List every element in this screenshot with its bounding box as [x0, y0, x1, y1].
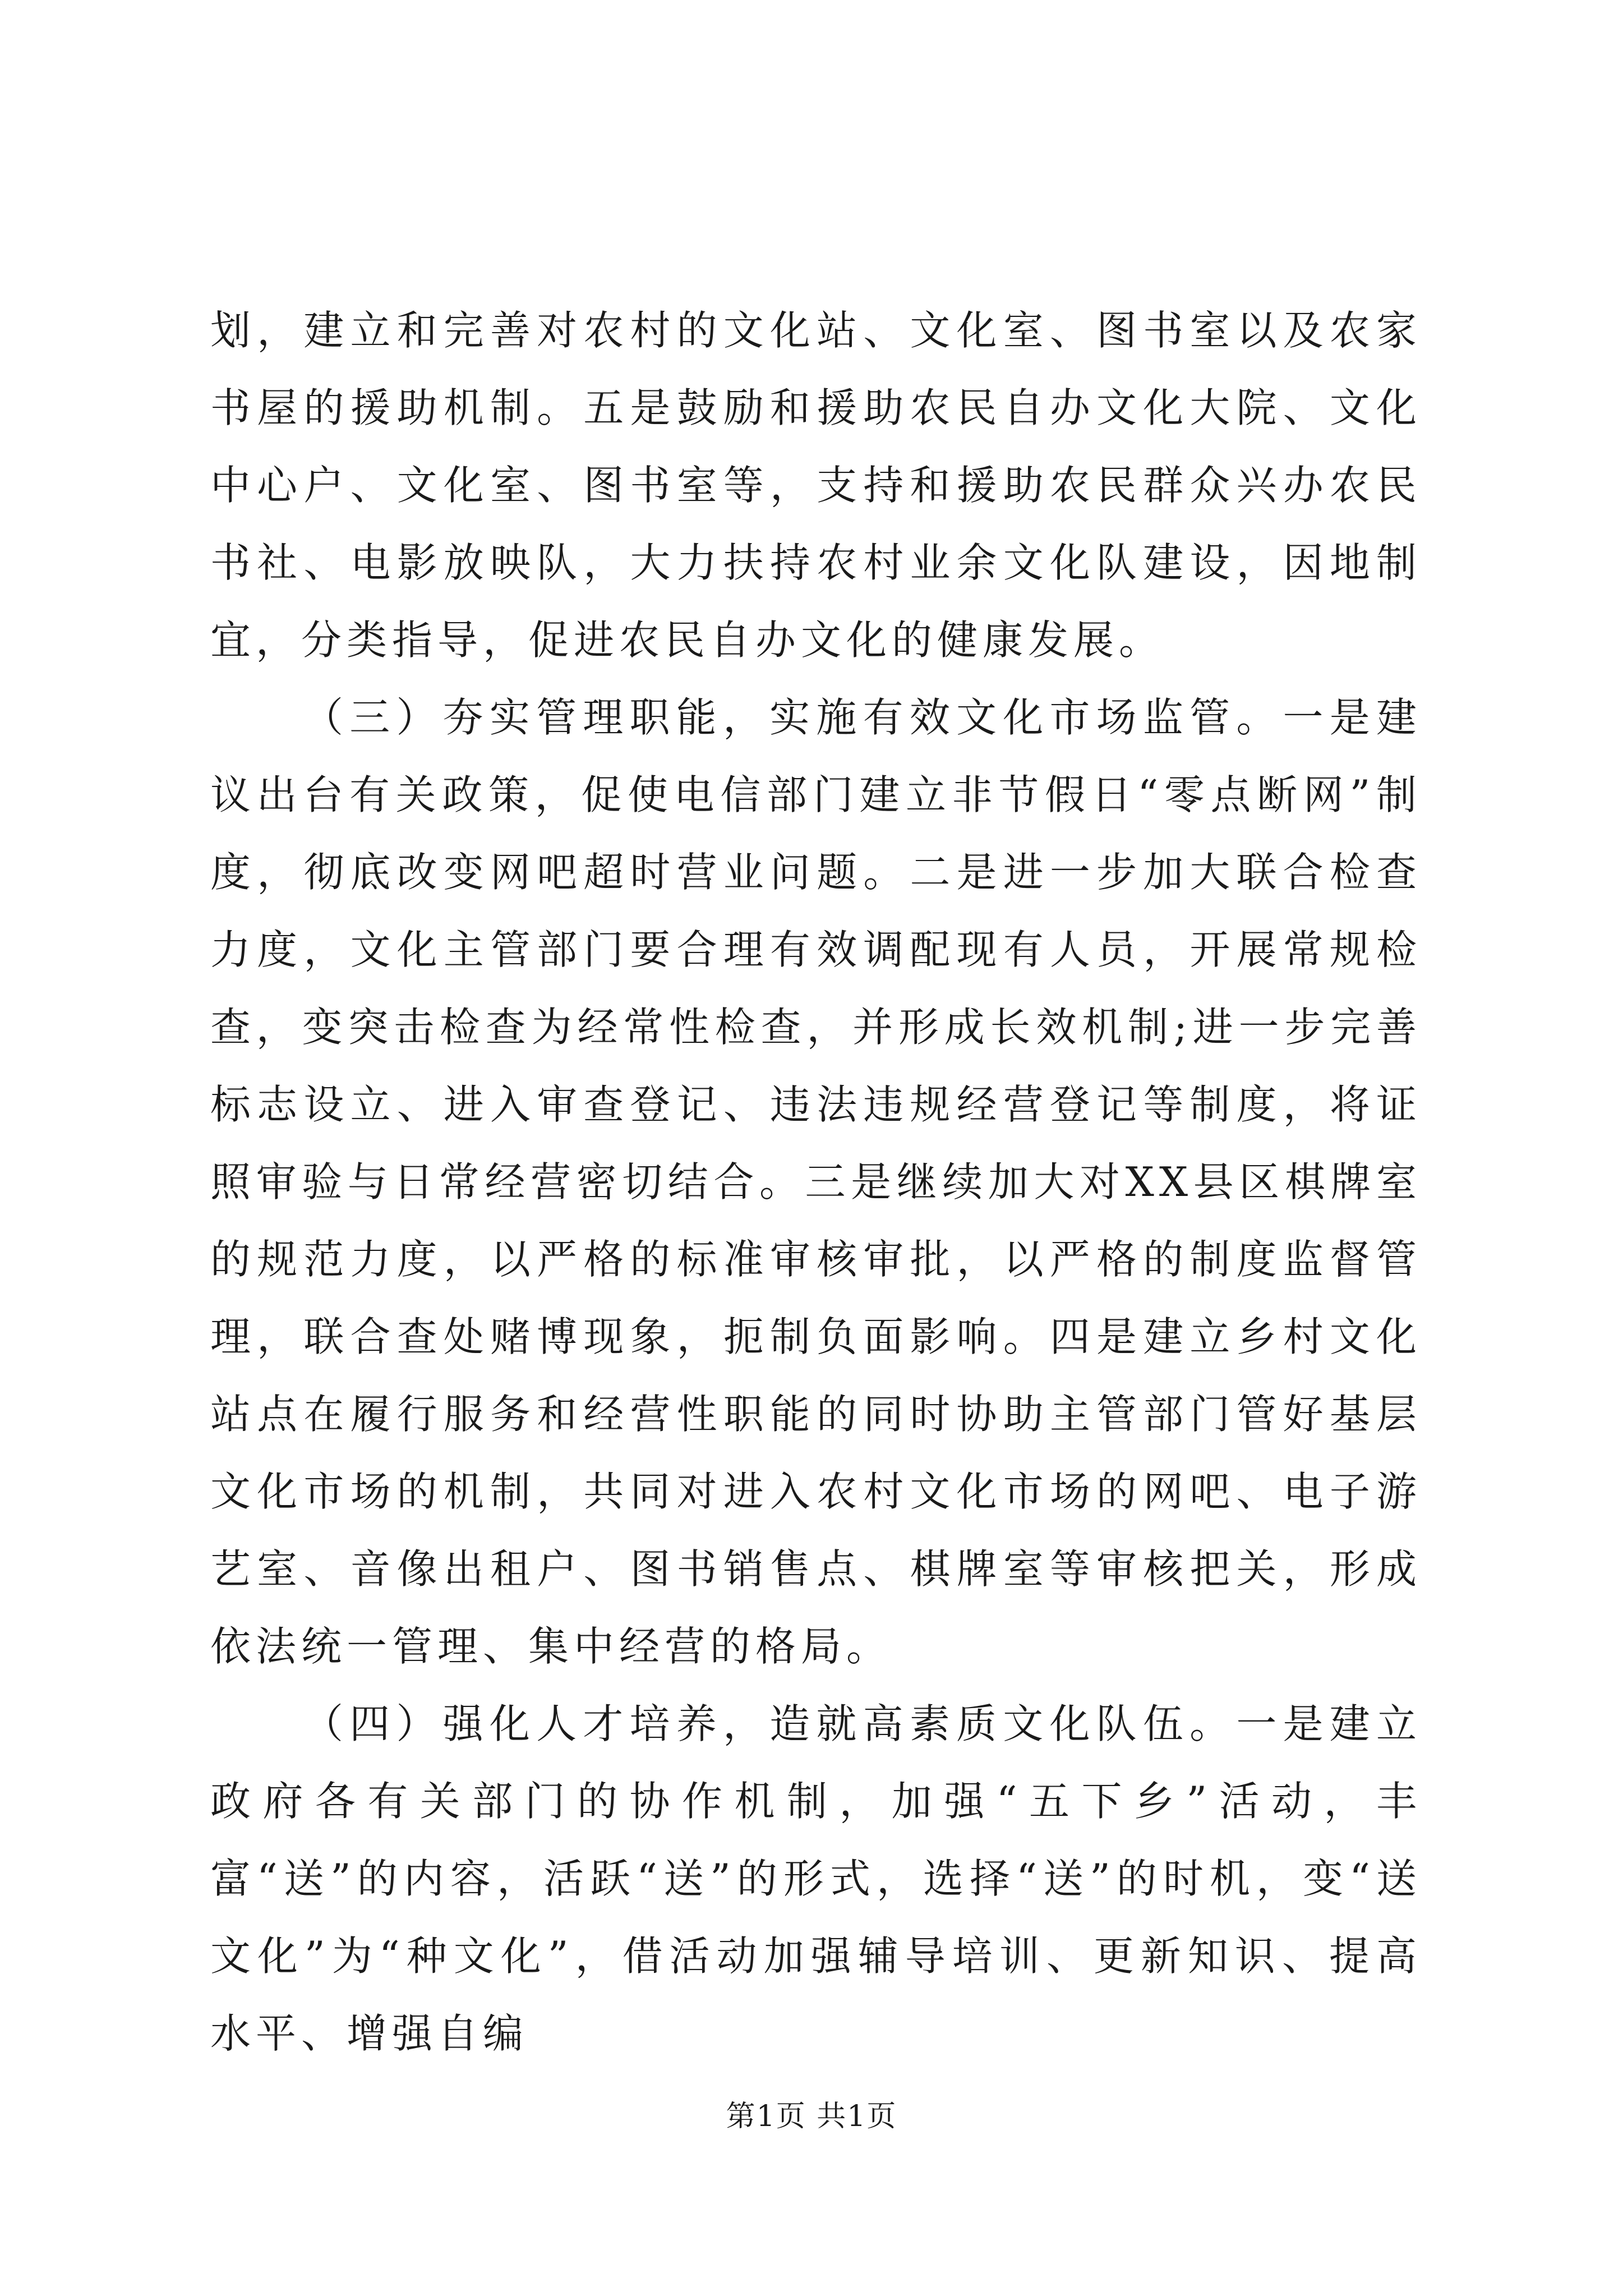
paragraph-section-four: （四）强化人才培养，造就高素质文化队伍。一是建立政府各有关部门的协作机制，加强“五下乡”活动，丰富“送”的内容，活跃“送”的形式，选择“送”的时机，变“送文化”为“种文化”，借活动加强辅导培训、更新知识、提高水平、增强自编	[210, 1700, 1422, 2057]
paragraph-continuation: 划，建立和完善对农村的文化站、文化室、图书室以及农家书屋的援助机制。五是鼓励和援助农民自办文化大院、文化中心户、文化室、图书室等，支持和援助农民群众兴办农民书社、电影放映队，大力扶持农村业余文化队建设，因地制宜，分类指导，促进农民自办文化的健康发展。	[210, 307, 1422, 664]
page-footer: 第1页 共1页	[726, 2100, 897, 2133]
document-body	[210, 292, 1422, 2072]
paragraph-section-three: （三）夯实管理职能，实施有效文化市场监管。一是建议出台有关政策，促使电信部门建立非节假日“零点断网”制度，彻底改变网吧超时营业问题。二是进一步加大联合检查力度，文化主管部门要合理有效调配现有人员，开展常规检查，变突击检查为经常性检查，并形成长效机制;进一步完善标志设立、进入审查登记、违法违规经营登记等制度，将证照审验与日常经营密切结合。三是继续加大对XX县区棋牌室的规范力度，以严格的标准审核审批，以严格的制度监督管理，联合查处赌博现象，扼制负面影响。四是建立乡村文化站点在履行服务和经营性职能的同时协助主管部门管好基层文化市场的机制，共同对进入农村文化市场的网吧、电子游艺室、音像出租户、图书销售点、棋牌室等审核把关，形成依法统一管理、集中经营的格局。	[210, 694, 1422, 1670]
